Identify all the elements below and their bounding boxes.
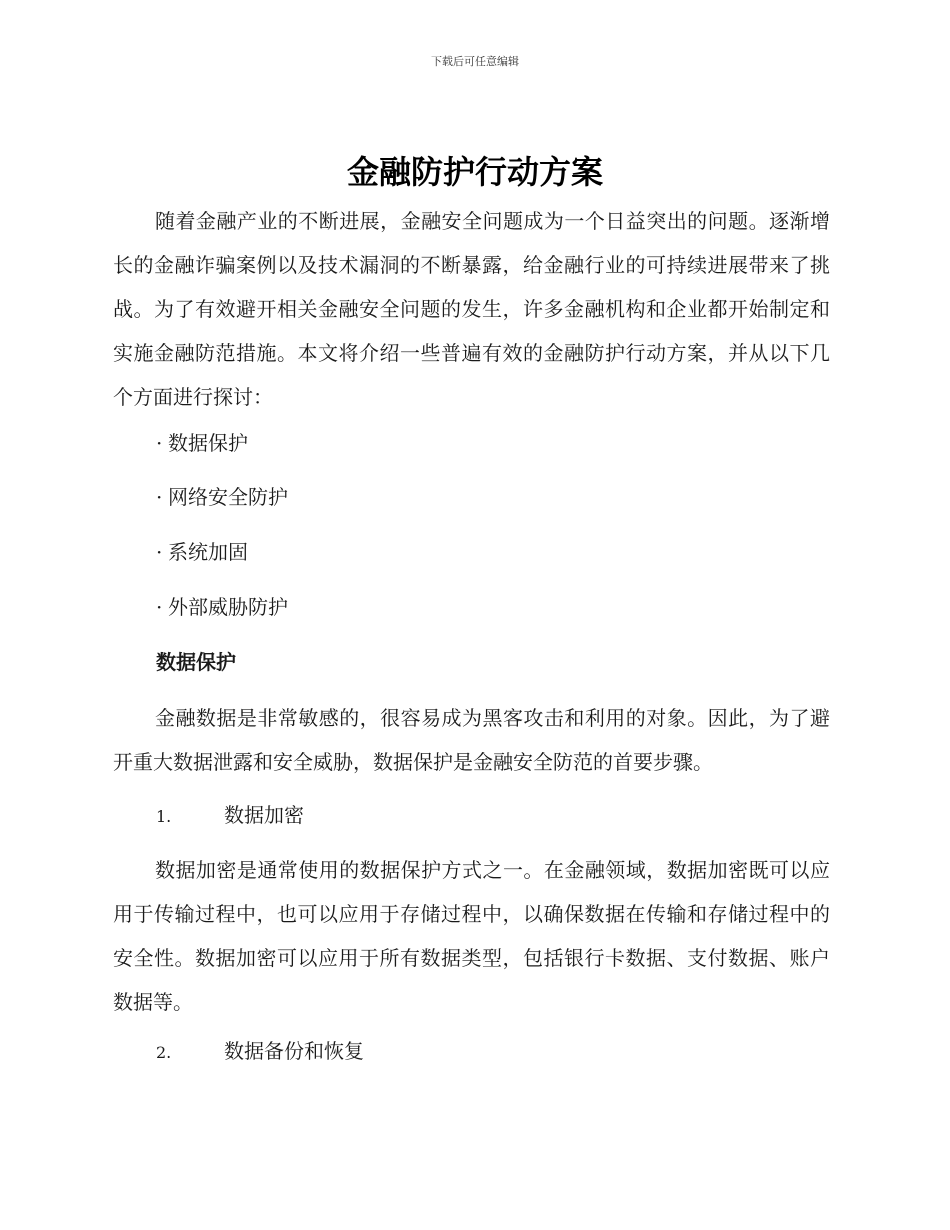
numbered-item-backup	[156, 1036, 364, 1068]
header-note: 下载后可任意编辑	[431, 55, 519, 68]
bullet-text: 外部威胁防护	[168, 595, 288, 619]
item-title: 数据加密	[224, 803, 304, 827]
bullet-item-data-protection	[156, 428, 248, 458]
section-heading-data-protection: 数据保护	[156, 650, 236, 674]
item-number: 1.	[156, 807, 172, 826]
bullet-item-system-hardening	[156, 537, 248, 567]
bullet-text: 数据保护	[168, 431, 248, 455]
bullet-item-network-security	[156, 482, 288, 512]
item-title: 数据备份和恢复	[224, 1039, 364, 1063]
bullet-marker: ·	[156, 595, 163, 619]
section-paragraph: 金融数据是非常敏感的，很容易成为黑客攻击和利用的对象。因此，为了避开重大数据泄露和安全威胁，数据保护是金融安全防范的首要步骤。	[113, 706, 830, 774]
numbered-item-encryption	[156, 800, 304, 832]
bullet-item-external-threat	[156, 592, 288, 622]
bullet-marker: ·	[156, 540, 163, 564]
encryption-paragraph: 数据加密是通常使用的数据保护方式之一。在金融领域，数据加密既可以应用于传输过程中，也可以应用于存储过程中，以确保数据在传输和存储过程中的安全性。数据加密可以应用于所有数据类型，包括银行卡数据、支付数据、账户数据等。	[113, 858, 830, 1014]
item-number: 2.	[156, 1043, 172, 1062]
document-title: 金融防护行动方案	[346, 153, 603, 191]
bullet-text: 网络安全防护	[168, 485, 288, 509]
bullet-text: 系统加固	[168, 540, 248, 564]
intro-paragraph: 随着金融产业的不断进展，金融安全问题成为一个日益突出的问题。逐渐增长的金融诈骗案例以及技术漏洞的不断暴露，给金融行业的可持续进展带来了挑战。为了有效避开相关金融安全问题的发生，许多金融机构和企业都开始制定和实施金融防范措施。本文将介绍一些普遍有效的金融防护行动方案，并从以下几个方面进行探讨：	[113, 209, 830, 409]
bullet-marker: ·	[156, 485, 163, 509]
bullet-marker: ·	[156, 431, 163, 455]
